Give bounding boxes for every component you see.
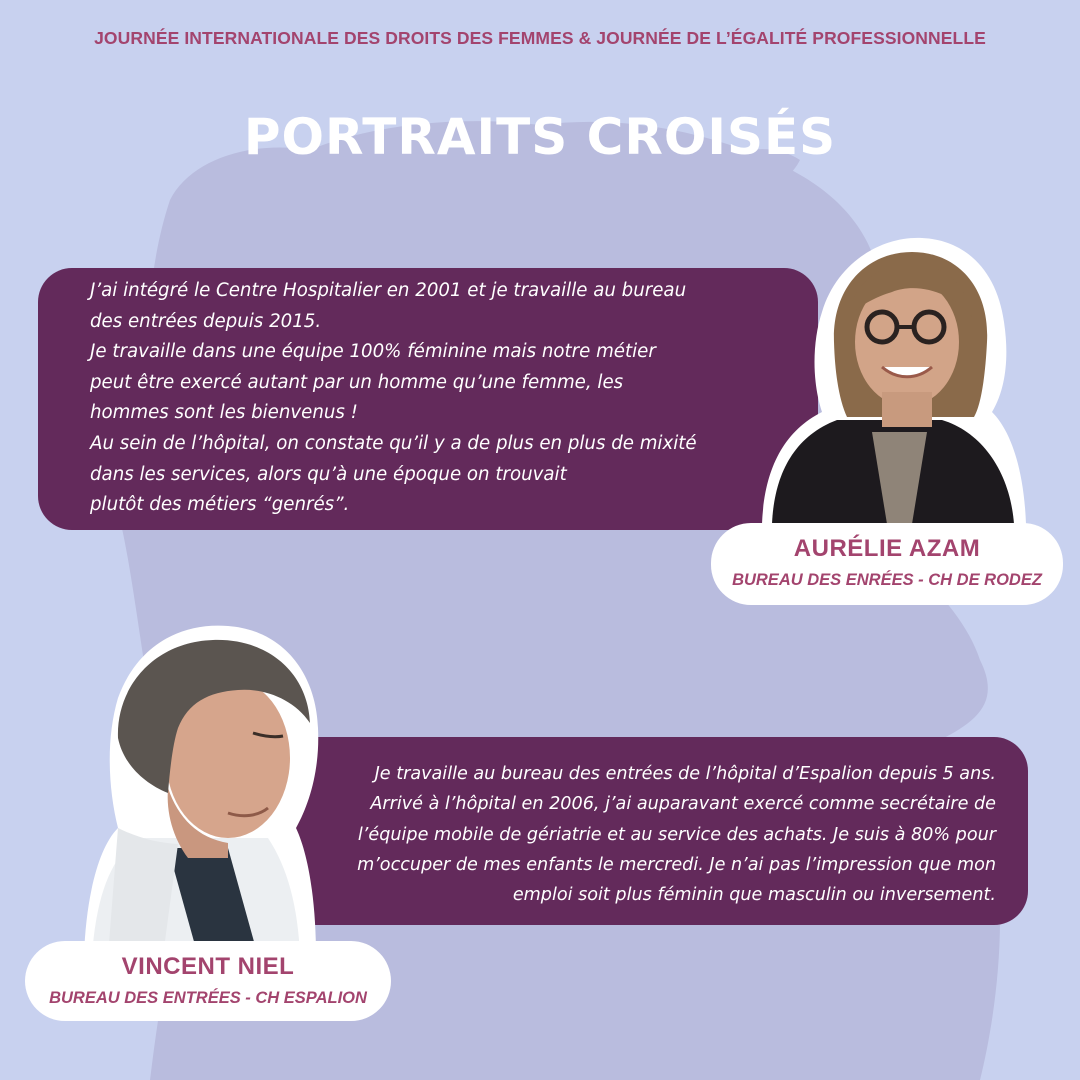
portrait-photo-aurelie <box>742 232 1030 532</box>
quote-line: dans les services, alors qu’à une époque on trouvait <box>90 463 567 485</box>
person-role: BUREAU DES ENRÉES - CH DE RODEZ <box>732 571 1042 589</box>
name-card-vincent <box>25 941 391 1021</box>
quote-line: peut être exercé autant par un homme qu’une femme, les <box>90 371 624 393</box>
quote-line: Je travaille dans une équipe 100% féminine mais notre métier <box>90 341 656 363</box>
quote-line: Je travaille au bureau des entrées de l’hôpital d’Espalion depuis 5 ans. <box>374 764 996 784</box>
quote-line: l’équipe mobile de gériatrie et au service des achats. Je suis à 80% pour <box>357 824 996 845</box>
portrait-photo-vincent <box>78 618 324 956</box>
name-card-aurelie <box>711 523 1063 605</box>
quote-line: m’occuper de mes enfants le mercredi. Je n’ai pas l’impression que mon <box>357 854 996 875</box>
person-name: AURÉLIE AZAM <box>793 535 981 562</box>
quote-box-vincent <box>266 737 1028 925</box>
person-name: VINCENT NIEL <box>121 953 295 980</box>
quote-line: emploi soit plus féminin que masculin ou inversement. <box>512 885 996 906</box>
quote-line: hommes sont les bienvenus ! <box>90 402 358 424</box>
quote-line: J’ai intégré le Centre Hospitalier en 2001 et je travaille au bureau <box>90 280 687 301</box>
quote-line: Au sein de l’hôpital, on constate qu’il y a de plus en plus de mixité <box>90 432 697 454</box>
event-banner: JOURNÉE INTERNATIONALE DES DROITS DES FEMMES & JOURNÉE DE L’ÉGALITÉ PROFESSIONNELLE <box>94 28 986 48</box>
quote-box-aurelie <box>38 268 818 530</box>
quote-line: des entrées depuis 2015. <box>90 310 322 332</box>
quote-line: plutôt des métiers “genrés”. <box>90 494 350 516</box>
page-title: PORTRAITS CROISÉS <box>243 108 837 166</box>
quote-line: Arrivé à l’hôpital en 2006, j’ai auparavant exercé comme secrétaire de <box>370 794 996 815</box>
person-role: BUREAU DES ENTRÉES - CH ESPALION <box>49 989 367 1007</box>
